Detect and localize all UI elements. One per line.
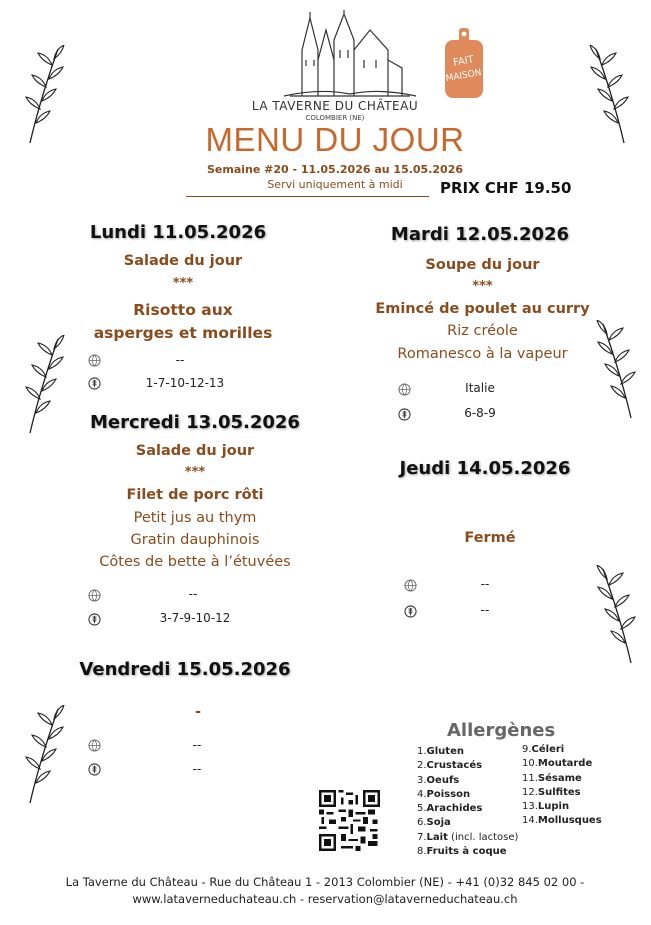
leaf-branch-icon [22, 335, 66, 435]
wheat-icon [88, 377, 101, 390]
friday-title: Vendredi 15.05.2026 [79, 659, 291, 680]
restaurant-name: LA TAVERNE DU CHÂTEAU [251, 99, 419, 113]
list-item: 10.Moutarde [522, 758, 593, 770]
leaf-branch-icon [595, 565, 639, 665]
footer-contact[interactable]: www.lataverneduchateau.ch - reservation@lataverneduchateau.ch [132, 892, 518, 906]
allergens-list-1 [417, 745, 527, 859]
friday-allergens: -- [192, 762, 202, 776]
footer-address: La Taverne du Château - Rue du Château 1 - 2013 Colombier (NE) - +41 (0)32 845 02 00 - [65, 875, 585, 889]
wheat-icon [404, 605, 417, 618]
thursday-allergens: -- [480, 603, 490, 617]
wheat-icon [88, 613, 101, 626]
wednesday-title: Mercredi 13.05.2026 [90, 412, 300, 433]
wednesday-origin: -- [188, 587, 198, 601]
monday-title: Lundi 11.05.2026 [89, 222, 267, 243]
list-item: 13.Lupin [522, 801, 570, 813]
castle-logo-icon [280, 10, 420, 98]
price-label: PRIX CHF 19.50 [440, 179, 572, 197]
friday-origin: -- [192, 738, 202, 752]
tuesday-side-1: Riz créole [447, 323, 518, 339]
list-item: 9.Céleri [522, 744, 565, 755]
monday-main-2: asperges et morilles [93, 324, 273, 342]
page-title: MENU DU JOUR [205, 121, 465, 158]
list-item: 7.Lait (incl. lactose) [417, 831, 519, 843]
wheat-icon [398, 408, 411, 421]
tuesday-starter: Soupe du jour [425, 257, 540, 273]
wednesday-side-2: Gratin dauphinois [130, 532, 260, 548]
monday-main-1: Risotto aux [133, 301, 233, 319]
monday-origin: -- [175, 353, 185, 367]
tuesday-allergens: 6-8-9 [464, 406, 496, 420]
list-item: 6.Soja [417, 817, 451, 829]
globe-icon [88, 354, 101, 367]
globe-icon [404, 579, 417, 592]
badge-text-1: FAIT [452, 54, 475, 69]
week-range: Semaine #20 - 11.05.2026 au 15.05.2026 [207, 163, 463, 176]
wednesday-allergens: 3-7-9-10-12 [159, 611, 231, 625]
tuesday-side-2: Romanesco à la vapeur [397, 346, 568, 362]
leaf-branch-icon [588, 45, 632, 145]
monday-separator: *** [172, 276, 194, 291]
monday-starter: Salade du jour [123, 253, 243, 269]
wednesday-side-1: Petit jus au thym [133, 510, 257, 526]
thursday-origin: -- [480, 577, 490, 591]
wheat-icon [88, 763, 101, 776]
globe-icon [398, 383, 411, 396]
list-item: 5.Arachides [417, 803, 483, 815]
served-note: Servi uniquement à midi [267, 178, 403, 191]
fait-maison-badge-icon [443, 28, 485, 100]
globe-icon [88, 739, 101, 752]
wednesday-separator: *** [184, 465, 206, 480]
tuesday-main: Emincé de poulet au curry [375, 301, 590, 317]
wednesday-main: Filet de porc rôti [126, 487, 264, 503]
list-item: 1.Gluten [417, 746, 464, 757]
list-item: 3.Oeufs [417, 774, 460, 786]
list-item: 11.Sésame [522, 772, 582, 784]
monday-allergens: 1-7-10-12-13 [145, 376, 225, 390]
allergens-list-2 [522, 743, 622, 829]
allergens-title: Allergènes [447, 720, 556, 741]
list-item: 12.Sulfites [522, 786, 581, 798]
friday-dish: - [194, 704, 202, 720]
list-item: 8.Fruits à coque [417, 846, 507, 858]
title-divider [186, 196, 429, 197]
thursday-title: Jeudi 14.05.2026 [399, 458, 571, 479]
tuesday-origin: Italie [465, 381, 495, 395]
wednesday-side-3: Côtes de bette à l’étuvées [99, 554, 291, 570]
wednesday-starter: Salade du jour [135, 443, 255, 459]
tuesday-separator: *** [472, 279, 493, 294]
badge-text-2: MAISON [445, 67, 483, 85]
list-item: 2.Crustacés [417, 760, 483, 772]
globe-icon [88, 589, 101, 602]
qr-code-icon[interactable] [319, 790, 380, 851]
tuesday-title: Mardi 12.05.2026 [390, 224, 570, 245]
restaurant-location: COLOMBIER (NE) [305, 114, 365, 122]
list-item: 14.Mollusques [522, 815, 602, 827]
leaf-branch-icon [22, 45, 66, 145]
thursday-status: Fermé [464, 530, 516, 546]
list-item: 4.Poisson [417, 788, 471, 800]
leaf-branch-icon [22, 705, 66, 805]
